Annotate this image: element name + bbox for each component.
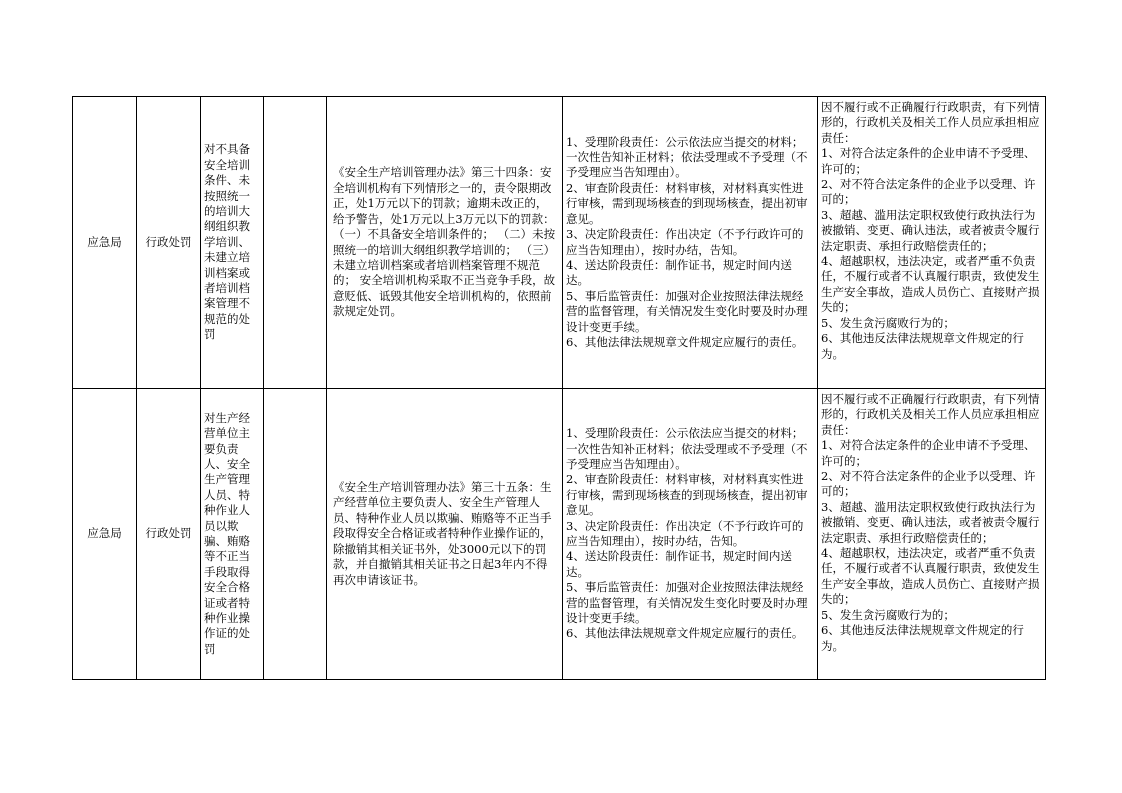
responsibility-line: 2、审查阶段责任：材料审核，对材料真实性进行审核，需到现场核查的到现场核查，提出初审意见。 xyxy=(566,472,808,518)
responsibility-line: 3、决定阶段责任：作出决定（不予行政许可的应当告知理由），按时办结，告知。 xyxy=(566,518,804,548)
responsibility-line: 5、事后监管责任：加强对企业按照法律法规经营的监督管理，有关情况发生变化时要及时办理设计变更手续。 xyxy=(566,580,808,626)
responsibility-line: 1、受理阶段责任：公示依法应当提交的材料；一次性告知补正材料；依法受理或不予受理（不予受理应当告知理由）。 xyxy=(566,426,808,471)
item-name-cell: 对不具备安全培训条件、未按照统一的培训大纲组织教学培训、未建立培训档案或者培训档案管理不规范的处罚 xyxy=(201,97,264,389)
legal-basis-cell: 《安全生产培训管理办法》第三十五条：生产经营单位主要负责人、安全生产管理人员、特种作业人员以欺骗、贿赂等不正当手段取得安全合格证或者特种作业操作证的，除撤销其相关证书外，处3000元以下的罚款，并自撤销其相关证书之日起3年内不得再次申请该证书。 xyxy=(327,389,563,680)
accountability-line: 1、对符合法定条件的企业申请不予受理、许可的； xyxy=(821,146,1036,176)
responsibility-line: 3、决定阶段责任：作出决定（不予行政许可的应当告知理由），按时办结，告知。 xyxy=(566,227,804,257)
accountability-line: 因不履行或不正确履行行政职责，有下列情形的，行政机关及相关工作人员应承担相应责任： xyxy=(821,100,1040,145)
empty-cell xyxy=(264,389,327,680)
department-cell: 应急局 xyxy=(73,97,137,389)
accountability-line: 1、对符合法定条件的企业申请不予受理、许可的； xyxy=(821,438,1036,468)
responsibility-line: 4、送达阶段责任：制作证书，规定时间内送达。 xyxy=(566,549,792,579)
accountability-line: 4、超越职权，违法决定，或者严重不负责任，不履行或者不认真履行职责，致使发生生产安全事故，造成人员伤亡、直接财产损失的； xyxy=(821,546,1040,607)
responsibility-line: 1、受理阶段责任：公示依法应当提交的材料；一次性告知补正材料；依法受理或不予受理（不予受理应当告知理由）。 xyxy=(566,134,808,180)
item-name-cell: 对生产经营单位主要负责人、安全生产管理人员、特种作业人员以欺骗、贿赂等不正当手段取得安全合格证或者特种作业操作证的处罚 xyxy=(201,389,264,680)
category-cell: 行政处罚 xyxy=(137,389,201,680)
accountability-line: 4、超越职权，违法决定，或者严重不负责任，不履行或者不认真履行职责，致使发生生产安全事故，造成人员伤亡、直接财产损失的； xyxy=(821,254,1040,315)
accountability-line: 6、其他违反法律法规规章文件规定的行为。 xyxy=(821,623,1024,653)
category-cell: 行政处罚 xyxy=(137,97,201,389)
responsibility-line: 4、送达阶段责任：制作证书，规定时间内送达。 xyxy=(566,257,792,288)
accountability-line: 2、对不符合法定条件的企业予以受理、许可的； xyxy=(821,177,1036,207)
table-row xyxy=(73,97,1046,389)
department-cell: 应急局 xyxy=(73,389,137,680)
accountability-line: 因不履行或不正确履行行政职责，有下列情形的，行政机关及相关工作人员应承担相应责任： xyxy=(821,392,1040,437)
responsibility-cell xyxy=(563,389,818,680)
responsibility-cell xyxy=(563,97,818,389)
accountability-line: 2、对不符合法定条件的企业予以受理、许可的； xyxy=(821,469,1036,499)
accountability-line: 6、其他违反法律法规规章文件规定的行为。 xyxy=(821,331,1024,361)
accountability-line: 3、超越、滥用法定职权致使行政执法行为被撤销、变更、确认违法，或者被责令履行法定职责、承担行政赔偿责任的； xyxy=(821,207,1040,253)
responsibility-line: 6、其他法律法规规章文件规定应履行的责任。 xyxy=(566,626,804,641)
accountability-line: 5、发生贪污腐败行为的； xyxy=(821,315,955,330)
responsibility-line: 5、事后监管责任：加强对企业按照法律法规经营的监督管理，有关情况发生变化时要及时办理设计变更手续。 xyxy=(566,288,808,334)
table-row xyxy=(73,389,1046,680)
legal-basis-cell: 《安全生产培训管理办法》第三十四条：安全培训机构有下列情形之一的，责令限期改正，处1万元以下的罚款；逾期未改正的，给予警告，处1万元以上3万元以下的罚款： （一）不具备安全培训条件的； （二）未按照统一的培训大纲组织教学培训的； （三）未建立培训档案或者培训档案管理不规范的； 安全培训机构采取不正当竞争手段，故意贬低、诋毁其他安全培训机构的，依照前款规定处罚。 xyxy=(327,97,563,389)
accountability-cell xyxy=(818,389,1046,680)
accountability-cell xyxy=(818,97,1046,389)
accountability-line: 3、超越、滥用法定职权致使行政执法行为被撤销、变更、确认违法，或者被责令履行法定职责、承担行政赔偿责任的； xyxy=(821,499,1040,545)
responsibility-line: 2、审查阶段责任：材料审核，对材料真实性进行审核，需到现场核查的到现场核查，提出初审意见。 xyxy=(566,180,808,226)
accountability-line: 5、发生贪污腐败行为的； xyxy=(821,607,955,622)
responsibility-line: 6、其他法律法规规章文件规定应履行的责任。 xyxy=(566,334,804,349)
power-list-table xyxy=(72,96,1046,680)
empty-cell xyxy=(264,97,327,389)
